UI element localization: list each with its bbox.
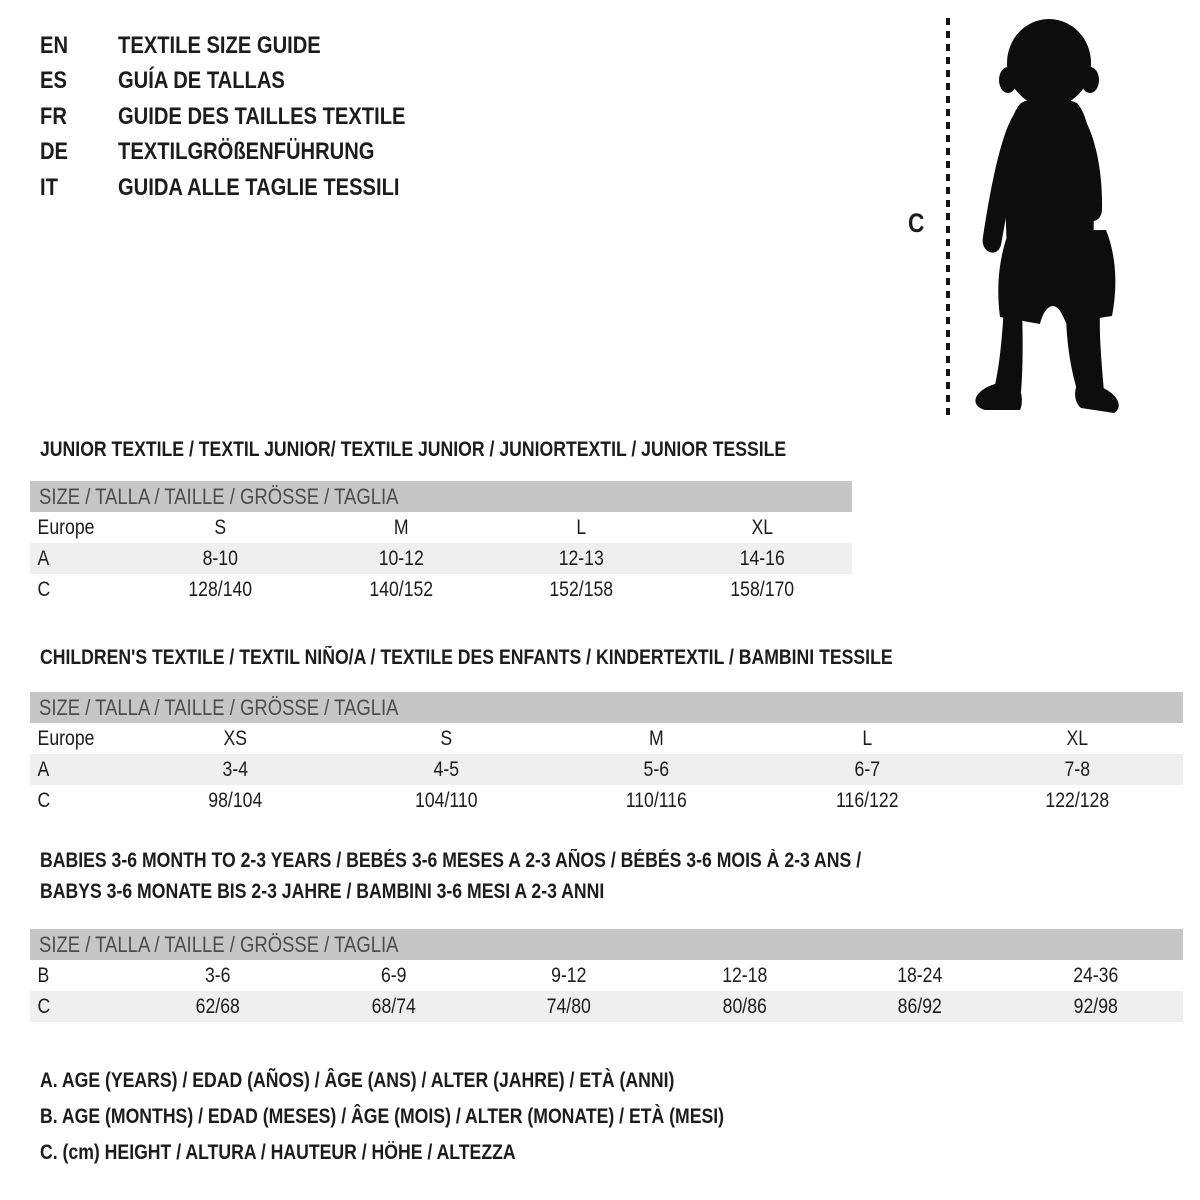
guide-title: GUÍA DE TALLAS xyxy=(118,67,285,95)
age-cell: 24-36 xyxy=(1072,963,1118,987)
row-label: A xyxy=(37,546,50,570)
table-row xyxy=(30,991,1183,1022)
size-cell: XS xyxy=(223,726,248,750)
babies-size-table xyxy=(30,929,1183,1022)
table-row xyxy=(30,512,852,543)
height-cell: 158/170 xyxy=(729,577,794,601)
row-label: B xyxy=(37,963,50,987)
language-code: ES xyxy=(40,67,67,95)
language-title-list xyxy=(40,28,460,206)
language-code: EN xyxy=(40,31,69,59)
age-cell: 3-4 xyxy=(222,757,249,781)
row-label: C xyxy=(37,994,51,1018)
age-cell: 4-5 xyxy=(433,757,459,781)
age-cell: 14-16 xyxy=(739,546,785,570)
junior-size-table xyxy=(30,481,852,605)
age-cell: 18-24 xyxy=(897,963,943,987)
language-code: DE xyxy=(40,138,69,166)
size-header-label: SIZE / TALLA / TAILLE / GRÖSSE / TAGLIA xyxy=(39,483,399,509)
legend-line-b: B. AGE (MONTHS) / EDAD (MESES) / ÂGE (MOIS) / ALTER (MONATE) / ETÀ (MESI) xyxy=(40,1105,725,1128)
size-cell: L xyxy=(576,515,587,539)
height-cell: 86/92 xyxy=(897,994,942,1018)
age-cell: 8-10 xyxy=(202,546,238,570)
height-measure-label: C xyxy=(908,208,925,238)
size-header-row xyxy=(30,692,1183,723)
children-size-table xyxy=(30,692,1183,816)
list-item xyxy=(40,64,460,100)
height-measure-dashed-line xyxy=(946,18,950,416)
size-cell: XL xyxy=(1066,726,1089,750)
size-header-row xyxy=(30,481,852,512)
list-item xyxy=(40,135,460,171)
age-cell: 7-8 xyxy=(1064,757,1091,781)
height-cell: 98/104 xyxy=(208,788,263,812)
age-cell: 12-18 xyxy=(721,963,767,987)
age-cell: 10-12 xyxy=(378,546,424,570)
height-cell: 62/68 xyxy=(195,994,240,1018)
language-code: FR xyxy=(40,102,67,130)
age-cell: 12-13 xyxy=(558,546,604,570)
table-row xyxy=(30,574,852,605)
babies-title-line1: BABIES 3-6 MONTH TO 2-3 YEARS / BEBÉS 3-6 MESES A 2-3 AÑOS / BÉBÉS 3-6 MOIS À 2-3 ANS / xyxy=(40,849,862,872)
height-cell: 140/152 xyxy=(368,577,433,601)
height-cell: 110/116 xyxy=(625,788,688,812)
babies-title-line2: BABYS 3-6 MONATE BIS 2-3 JAHRE / BAMBINI 3-6 MESI A 2-3 ANNI xyxy=(40,880,605,903)
height-cell: 116/122 xyxy=(835,788,899,812)
legend-line-a: A. AGE (YEARS) / EDAD (AÑOS) / ÂGE (ANS) / ALTER (JAHRE) / ETÀ (ANNI) xyxy=(40,1069,675,1092)
size-cell: L xyxy=(862,726,872,750)
guide-title: GUIDE DES TAILLES TEXTILE xyxy=(118,102,406,130)
size-cell: S xyxy=(214,515,227,539)
size-header-label: SIZE / TALLA / TAILLE / GRÖSSE / TAGLIA xyxy=(39,694,399,720)
language-code: IT xyxy=(40,173,58,201)
row-label: C xyxy=(37,577,51,601)
height-cell: 122/128 xyxy=(1045,788,1110,812)
height-cell: 152/158 xyxy=(549,577,614,601)
row-label: C xyxy=(37,788,51,812)
height-cell: 104/110 xyxy=(414,788,478,812)
list-item xyxy=(40,28,460,64)
table-row xyxy=(30,723,1183,754)
size-cell: XL xyxy=(750,515,773,539)
age-cell: 6-7 xyxy=(854,757,880,781)
guide-title: TEXTILGRÖßENFÜHRUNG xyxy=(118,138,375,166)
age-cell: 6-9 xyxy=(380,963,406,987)
size-header-label: SIZE / TALLA / TAILLE / GRÖSSE / TAGLIA xyxy=(39,931,399,957)
table-row xyxy=(30,960,1183,991)
row-label: Europe xyxy=(37,515,95,539)
height-cell: 128/140 xyxy=(188,577,253,601)
table-row xyxy=(30,754,1183,785)
height-cell: 92/98 xyxy=(1073,994,1118,1018)
list-item xyxy=(40,170,460,206)
size-cell: M xyxy=(393,515,409,539)
size-header-row xyxy=(30,929,1183,960)
age-cell: 5-6 xyxy=(643,757,670,781)
table-row xyxy=(30,785,1183,816)
age-cell: 9-12 xyxy=(551,963,587,987)
toddler-silhouette-icon xyxy=(963,17,1135,418)
height-cell: 80/86 xyxy=(722,994,767,1018)
list-item xyxy=(40,99,460,135)
size-cell: M xyxy=(649,726,664,750)
children-section-title: CHILDREN'S TEXTILE / TEXTIL NIÑO/A / TEXTILE DES ENFANTS / KINDERTEXTIL / BAMBINI TESSILE xyxy=(40,646,893,669)
junior-section-title: JUNIOR TEXTILE / TEXTIL JUNIOR/ TEXTILE JUNIOR / JUNIORTEXTIL / JUNIOR TESSILE xyxy=(40,438,787,461)
guide-title: GUIDA ALLE TAGLIE TESSILI xyxy=(118,173,400,201)
guide-title: TEXTILE SIZE GUIDE xyxy=(118,31,321,59)
size-cell: S xyxy=(439,726,452,750)
row-label: Europe xyxy=(37,726,95,750)
table-row xyxy=(30,543,852,574)
height-cell: 68/74 xyxy=(371,994,416,1018)
legend-line-c: C. (cm) HEIGHT / ALTURA / HAUTEUR / HÖHE / ALTEZZA xyxy=(40,1141,516,1164)
row-label: A xyxy=(37,757,50,781)
babies-section-title xyxy=(40,845,1018,907)
legend xyxy=(40,1063,854,1171)
height-cell: 74/80 xyxy=(546,994,591,1018)
age-cell: 3-6 xyxy=(204,963,231,987)
